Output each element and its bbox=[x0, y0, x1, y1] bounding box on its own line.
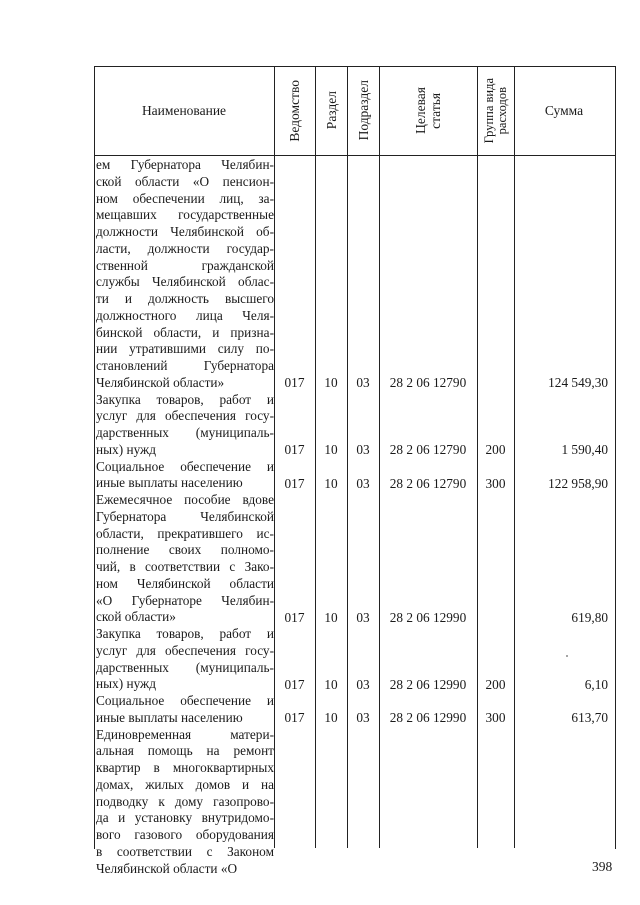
row-summa: 1 590,40 bbox=[561, 442, 608, 458]
row-podrazdel: 03 bbox=[356, 609, 370, 625]
header-name bbox=[94, 66, 274, 155]
row-vedomstvo: 017 bbox=[284, 442, 305, 458]
row-name-line: должностного лица Челя- bbox=[96, 307, 274, 323]
header-summa bbox=[514, 66, 614, 155]
row-name-line: ласти, должности государ- bbox=[96, 240, 274, 256]
row-name-line: вого газового оборудования bbox=[96, 827, 274, 842]
row-name-line: альная помощь на ремонт bbox=[96, 743, 274, 759]
row-name-line: нии утратившими силу по- bbox=[96, 341, 274, 357]
header-razdel bbox=[315, 66, 347, 155]
header-gruppa bbox=[477, 66, 514, 155]
header-gruppa-label: Группа вида расходов bbox=[481, 77, 509, 144]
row-celevaya: 28 2 06 12790 bbox=[389, 475, 467, 491]
row-name-line: Челябинской области» bbox=[96, 374, 225, 390]
row-name-line: чий, в соответствии с Зако- bbox=[96, 559, 274, 574]
row-gruppa: 300 bbox=[485, 475, 506, 491]
row-podrazdel: 03 bbox=[356, 442, 370, 458]
row-name-line: Ежемесячное пособие вдове bbox=[96, 492, 274, 507]
row-name-line: ской области» bbox=[96, 609, 176, 625]
row-celevaya: 28 2 06 12990 bbox=[389, 710, 467, 726]
row-vedomstvo: 017 bbox=[284, 475, 305, 491]
row-name-line: ем Губернатора Челябин- bbox=[96, 157, 274, 172]
row-name-line: квартир в многоквартирных bbox=[96, 760, 274, 775]
row-name-line: иные выплаты населению bbox=[96, 709, 243, 725]
row-summa: 613,70 bbox=[571, 710, 608, 726]
row-razdel: 10 bbox=[324, 475, 338, 491]
row-podrazdel: 03 bbox=[356, 710, 370, 726]
row-gruppa: 200 bbox=[485, 676, 506, 692]
row-gruppa: 200 bbox=[485, 442, 506, 458]
row-summa: 619,80 bbox=[571, 609, 608, 625]
row-name-line: ном Челябинской области bbox=[96, 575, 274, 591]
row-celevaya: 28 2 06 12990 bbox=[389, 676, 467, 692]
row-name-line: Челябинской области «О bbox=[96, 860, 238, 876]
row-name-line: области, прекратившего ис- bbox=[96, 525, 274, 541]
header-podrazdel bbox=[347, 66, 379, 155]
row-podrazdel: 03 bbox=[356, 676, 370, 692]
row-name-line: иные выплаты населению bbox=[96, 475, 243, 491]
row-summa: 124 549,30 bbox=[548, 375, 608, 391]
row-summa: 122 958,90 bbox=[548, 475, 608, 491]
row-name-line: бинской области, и призна- bbox=[96, 324, 274, 340]
row-name bbox=[96, 693, 274, 727]
row-vedomstvo: 017 bbox=[284, 375, 305, 391]
header-vedomstvo-label: Ведомство bbox=[287, 79, 302, 142]
header-vedomstvo bbox=[274, 66, 315, 155]
row-name-line: Закупка товаров, работ и bbox=[96, 391, 274, 407]
row-name-line: службы Челябинской облас- bbox=[96, 274, 274, 290]
row-vedomstvo: 017 bbox=[284, 609, 305, 625]
row-name-line: услуг для обеспечения госу- bbox=[96, 642, 274, 658]
row-celevaya: 28 2 06 12990 bbox=[389, 609, 467, 625]
header-celevaya bbox=[379, 66, 477, 155]
row-vedomstvo: 017 bbox=[284, 710, 305, 726]
row-razdel: 10 bbox=[324, 676, 338, 692]
row-name-line: Социальное обеспечение и bbox=[96, 458, 274, 474]
header-podrazdel-label: Подраздел bbox=[355, 80, 371, 141]
row-name-line: «О Губернаторе Челябин- bbox=[96, 592, 274, 608]
row-name-line: Социальное обеспечение и bbox=[96, 693, 274, 708]
row-razdel: 10 bbox=[324, 710, 338, 726]
row-name-line: ти и должность высшего bbox=[96, 291, 274, 306]
row-podrazdel: 03 bbox=[356, 475, 370, 491]
row-name-line: полнение своих полномо- bbox=[96, 542, 274, 558]
row-name bbox=[96, 157, 274, 392]
row-name-line: ственной гражданской bbox=[96, 257, 274, 273]
row-summa: 6,10 bbox=[584, 676, 608, 692]
row-name-line: ном обеспечении лиц, за- bbox=[96, 190, 274, 206]
row-razdel: 10 bbox=[324, 442, 338, 458]
row-name-line: становлений Губернатора bbox=[96, 358, 274, 373]
scan-speck bbox=[566, 655, 568, 657]
row-name-line: Единовременная матери- bbox=[96, 726, 274, 742]
row-name-line: дарственных (муниципаль- bbox=[96, 425, 274, 440]
row-name bbox=[96, 626, 274, 693]
row-name-line: в соответствии с Законом bbox=[96, 843, 274, 859]
row-name-line: ных) нужд bbox=[96, 676, 156, 692]
row-name bbox=[96, 492, 274, 626]
row-gruppa: 300 bbox=[485, 710, 506, 726]
row-name-line: подводку к дому газопрово- bbox=[96, 793, 274, 809]
page-number: 398 bbox=[592, 859, 613, 874]
row-razdel: 10 bbox=[324, 375, 338, 391]
row-name-line: дарственных (муниципаль- bbox=[96, 659, 274, 675]
row-name-line: домах, жилых домов и на bbox=[96, 776, 274, 792]
row-vedomstvo: 017 bbox=[284, 676, 305, 692]
row-podrazdel: 03 bbox=[356, 375, 370, 391]
row-razdel: 10 bbox=[324, 609, 338, 625]
row-name bbox=[96, 727, 274, 878]
header-summa-label: Сумма bbox=[544, 103, 584, 118]
row-name-line: ных) нужд bbox=[96, 441, 156, 457]
header-name-label: Наименование bbox=[141, 103, 227, 118]
row-celevaya: 28 2 06 12790 bbox=[389, 375, 467, 391]
row-name-line: услуг для обеспечения госу- bbox=[96, 408, 274, 424]
row-celevaya: 28 2 06 12790 bbox=[389, 442, 467, 458]
row-name-line: мещавших государственные bbox=[96, 207, 274, 223]
row-name-line: Губернатора Челябинской bbox=[96, 508, 274, 524]
row-name bbox=[96, 459, 274, 493]
row-name-line: Закупка товаров, работ и bbox=[96, 626, 274, 641]
header-celevaya-label: Целевая статья bbox=[413, 87, 443, 134]
header-razdel-label: Раздел bbox=[323, 91, 339, 130]
row-name bbox=[96, 392, 274, 459]
row-name-line: должности Челябинской об- bbox=[96, 224, 274, 239]
row-name-line: ской области «О пенсион- bbox=[96, 173, 274, 189]
header-separator bbox=[94, 155, 615, 156]
row-name-line: да и установку внутридомо- bbox=[96, 810, 274, 826]
